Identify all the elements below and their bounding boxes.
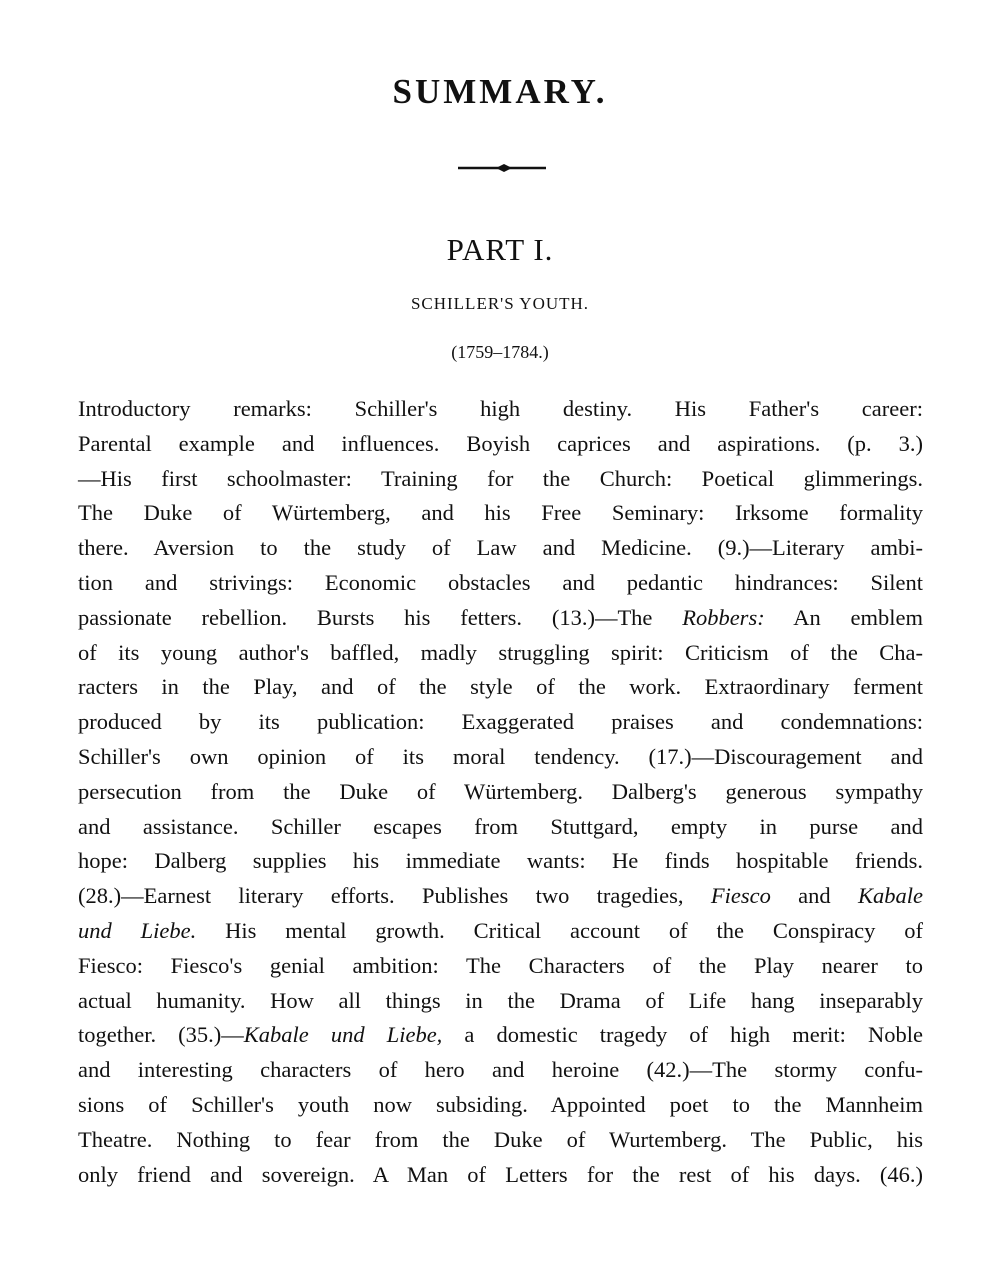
summary-text: together. (35.)— bbox=[78, 1022, 244, 1048]
summary-line bbox=[78, 462, 923, 497]
summary-line bbox=[78, 775, 923, 810]
summary-line bbox=[78, 1088, 923, 1123]
part-heading: PART I. bbox=[446, 232, 554, 267]
summary-line bbox=[78, 1158, 923, 1193]
summary-text: there. Aversion to the study of Law and Medicine. (9.)—Literary ambi- bbox=[78, 535, 923, 561]
summary-text: Fiesco: Fiesco's genial ambition: The Characters of the Play nearer to bbox=[78, 952, 923, 978]
summary-line bbox=[78, 740, 923, 775]
summary-text: Parental example and influences. Boyish caprices and aspirations. (p. 3.) bbox=[78, 430, 923, 456]
summary-text: produced by its publication: Exaggerated praises and condemnations: bbox=[78, 709, 923, 735]
summary-line bbox=[78, 566, 923, 601]
summary-line bbox=[78, 1053, 923, 1088]
italic-title-text: und Liebe. bbox=[78, 917, 197, 943]
summary-text: The Duke of Würtemberg, and his Free Seminary: Irksome formality bbox=[78, 500, 923, 526]
page-title: SUMMARY. bbox=[392, 72, 608, 111]
summary-line bbox=[78, 844, 923, 879]
italic-title-text: Kabale und Liebe, bbox=[243, 1022, 443, 1048]
summary-text: and interesting characters of hero and heroine (42.)—The stormy confu- bbox=[78, 1057, 923, 1083]
summary-line bbox=[78, 427, 923, 462]
summary-body bbox=[78, 392, 923, 1192]
summary-text: of its young author's baffled, madly struggling spirit: Criticism of the Cha- bbox=[78, 639, 923, 665]
summary-text: hope: Dalberg supplies his immediate wants: He finds hospitable friends. bbox=[78, 848, 923, 874]
summary-text: racters in the Play, and of the style of the work. Extraordinary ferment bbox=[78, 674, 923, 700]
summary-line bbox=[78, 670, 923, 705]
summary-text: persecution from the Duke of Würtemberg. Dalberg's generous sympathy bbox=[78, 778, 923, 804]
summary-text: and assistance. Schiller escapes from Stuttgard, empty in purse and bbox=[78, 813, 923, 839]
summary-line bbox=[78, 392, 923, 427]
summary-line bbox=[78, 949, 923, 984]
summary-line bbox=[78, 531, 923, 566]
summary-text: a domestic tragedy of high merit: Noble bbox=[442, 1022, 923, 1048]
summary-line bbox=[78, 984, 923, 1019]
italic-title-text: Robbers: bbox=[682, 604, 765, 630]
summary-text: (28.)—Earnest literary efforts. Publishes two tragedies, bbox=[78, 883, 711, 909]
summary-line bbox=[78, 705, 923, 740]
summary-text: Introductory remarks: Schiller's high destiny. His Father's career: bbox=[78, 396, 923, 421]
summary-line bbox=[78, 914, 923, 949]
italic-title-text: Fiesco bbox=[710, 883, 771, 909]
summary-text: actual humanity. How all things in the Drama of Life hang inseparably bbox=[78, 987, 923, 1013]
summary-line bbox=[78, 810, 923, 845]
ornament-rule-icon bbox=[458, 162, 546, 174]
italic-title-text: Kabale bbox=[858, 883, 924, 909]
summary-line bbox=[78, 601, 923, 636]
summary-text: only friend and sovereign. A Man of Letters for the rest of his days. (46.) bbox=[78, 1161, 923, 1187]
summary-line bbox=[78, 879, 923, 914]
part-dates: (1759–1784.) bbox=[451, 342, 549, 362]
summary-text: and bbox=[770, 883, 859, 909]
summary-text: His mental growth. Critical account of the Conspiracy of bbox=[196, 917, 923, 943]
summary-text: Theatre. Nothing to fear from the Duke of Wurtemberg. The Public, his bbox=[78, 1126, 923, 1152]
part-subtitle: SCHILLER'S YOUTH. bbox=[410, 294, 590, 313]
summary-line bbox=[78, 1018, 923, 1053]
summary-text: sions of Schiller's youth now subsiding. Appointed poet to the Mannheim bbox=[78, 1091, 923, 1117]
summary-line bbox=[78, 496, 923, 531]
summary-line bbox=[78, 636, 923, 671]
summary-text: —His first schoolmaster: Training for the Church: Poetical glimmerings. bbox=[78, 465, 923, 491]
summary-text: tion and strivings: Economic obstacles and pedantic hindrances: Silent bbox=[78, 569, 923, 595]
summary-text: Schiller's own opinion of its moral tendency. (17.)—Discouragement and bbox=[78, 743, 923, 769]
summary-line bbox=[78, 1123, 923, 1158]
summary-text: An emblem bbox=[764, 604, 923, 630]
summary-text: passionate rebellion. Bursts his fetters. (13.)—The bbox=[78, 604, 683, 630]
